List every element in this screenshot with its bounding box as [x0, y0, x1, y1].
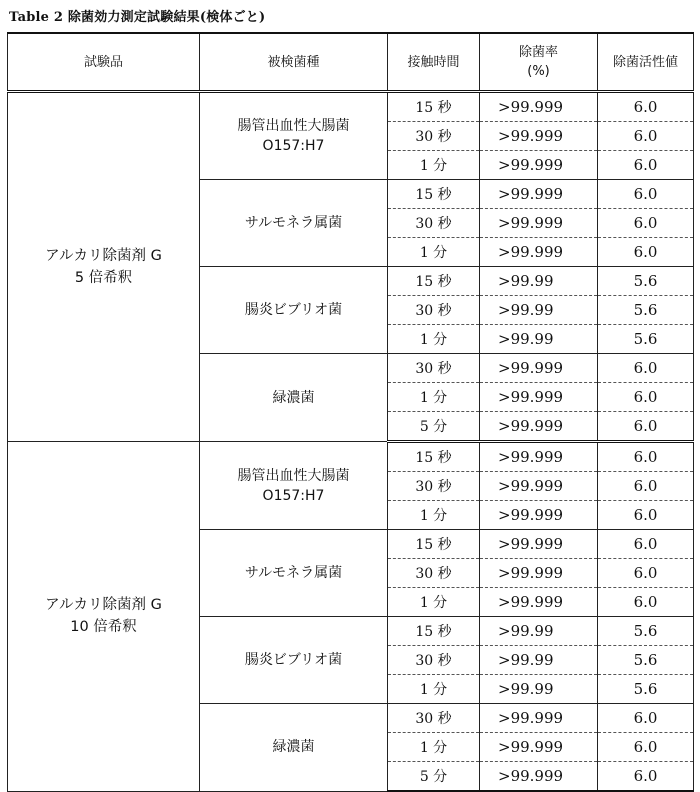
species-cell	[200, 354, 388, 442]
results-table	[7, 32, 694, 792]
removal-rate-cell: >99.99	[480, 267, 598, 296]
removal-rate-cell: >99.999	[480, 501, 598, 530]
header-species: 被検菌種	[200, 33, 388, 92]
header-rate-line2: (%)	[527, 64, 550, 79]
species-strain: O157:H7	[262, 487, 325, 504]
species-cell	[200, 180, 388, 267]
sample-dilution: 5 倍希釈	[74, 270, 133, 286]
contact-time-cell: 30 秒	[388, 646, 480, 675]
removal-rate-cell: >99.99	[480, 675, 598, 704]
contact-time-cell: 1 分	[388, 383, 480, 412]
species-name: 腸管出血性大腸菌	[237, 118, 350, 134]
activity-value-cell: 6.0	[598, 151, 694, 180]
activity-value-cell: 6.0	[598, 92, 694, 122]
contact-time-cell: 15 秒	[388, 92, 480, 122]
activity-value-cell: 5.6	[598, 325, 694, 354]
table-body	[8, 92, 694, 792]
removal-rate-cell: >99.999	[480, 588, 598, 617]
removal-rate-cell: >99.999	[480, 92, 598, 122]
removal-rate-cell: >99.999	[480, 354, 598, 383]
activity-value-cell: 6.0	[598, 501, 694, 530]
activity-value-cell: 5.6	[598, 617, 694, 646]
species-cell	[200, 617, 388, 704]
header-row	[8, 33, 694, 92]
removal-rate-cell: >99.999	[480, 412, 598, 442]
activity-value-cell: 6.0	[598, 530, 694, 559]
activity-value-cell: 5.6	[598, 675, 694, 704]
contact-time-cell: 1 分	[388, 325, 480, 354]
activity-value-cell: 6.0	[598, 704, 694, 733]
contact-time-cell: 15 秒	[388, 442, 480, 472]
species-name: サルモネラ属菌	[244, 565, 343, 581]
species-name: 腸炎ビブリオ菌	[244, 302, 343, 318]
activity-value-cell: 5.6	[598, 646, 694, 675]
species-name: 腸炎ビブリオ菌	[244, 652, 343, 668]
contact-time-cell: 1 分	[388, 151, 480, 180]
removal-rate-cell: >99.99	[480, 296, 598, 325]
sample-cell	[8, 92, 200, 442]
activity-value-cell: 6.0	[598, 762, 694, 792]
species-name: 緑濃菌	[272, 389, 315, 406]
removal-rate-cell: >99.999	[480, 383, 598, 412]
activity-value-cell: 6.0	[598, 559, 694, 588]
header-rate-line1: 除菌率	[518, 45, 558, 60]
contact-time-cell: 30 秒	[388, 704, 480, 733]
activity-value-cell: 6.0	[598, 122, 694, 151]
removal-rate-cell: >99.999	[480, 180, 598, 209]
table-caption: Table 2 除菌効力測定試験結果(検体ごと)	[9, 10, 266, 25]
activity-value-cell: 6.0	[598, 383, 694, 412]
sample-cell	[8, 442, 200, 792]
contact-time-cell: 5 分	[388, 762, 480, 792]
contact-time-cell: 30 秒	[388, 354, 480, 383]
contact-time-cell: 15 秒	[388, 530, 480, 559]
removal-rate-cell: >99.99	[480, 325, 598, 354]
species-cell	[200, 267, 388, 354]
removal-rate-cell: >99.999	[480, 530, 598, 559]
removal-rate-cell: >99.999	[480, 704, 598, 733]
contact-time-cell: 1 分	[388, 675, 480, 704]
removal-rate-cell: >99.999	[480, 733, 598, 762]
activity-value-cell: 5.6	[598, 267, 694, 296]
contact-time-cell: 1 分	[388, 733, 480, 762]
table-row	[8, 442, 694, 472]
removal-rate-cell: >99.999	[480, 209, 598, 238]
activity-value-cell: 6.0	[598, 238, 694, 267]
removal-rate-cell: >99.99	[480, 617, 598, 646]
header-rate	[480, 33, 598, 92]
contact-time-cell: 15 秒	[388, 180, 480, 209]
contact-time-cell: 30 秒	[388, 209, 480, 238]
contact-time-cell: 30 秒	[388, 296, 480, 325]
contact-time-cell: 15 秒	[388, 617, 480, 646]
species-name: サルモネラ属菌	[244, 215, 343, 231]
sample-name: アルカリ除菌剤 G	[45, 248, 162, 264]
removal-rate-cell: >99.999	[480, 151, 598, 180]
activity-value-cell: 6.0	[598, 588, 694, 617]
removal-rate-cell: >99.999	[480, 559, 598, 588]
removal-rate-cell: >99.999	[480, 762, 598, 792]
table-row	[8, 92, 694, 122]
header-sample: 試験品	[8, 33, 200, 92]
contact-time-cell: 1 分	[388, 501, 480, 530]
species-cell	[200, 530, 388, 617]
contact-time-cell: 1 分	[388, 588, 480, 617]
contact-time-cell: 15 秒	[388, 267, 480, 296]
header-activity: 除菌活性値	[598, 33, 694, 92]
species-strain: O157:H7	[262, 138, 325, 154]
removal-rate-cell: >99.99	[480, 646, 598, 675]
removal-rate-cell: >99.999	[480, 442, 598, 472]
species-cell	[200, 442, 388, 530]
removal-rate-cell: >99.999	[480, 472, 598, 501]
activity-value-cell: 6.0	[598, 412, 694, 442]
species-cell	[200, 92, 388, 180]
sample-name: アルカリ除菌剤 G	[45, 597, 162, 614]
contact-time-cell: 30 秒	[388, 472, 480, 501]
contact-time-cell: 30 秒	[388, 122, 480, 151]
contact-time-cell: 30 秒	[388, 559, 480, 588]
species-name: 腸管出血性大腸菌	[237, 467, 350, 484]
activity-value-cell: 5.6	[598, 296, 694, 325]
activity-value-cell: 6.0	[598, 354, 694, 383]
activity-value-cell: 6.0	[598, 442, 694, 472]
contact-time-cell: 1 分	[388, 238, 480, 267]
contact-time-cell: 5 分	[388, 412, 480, 442]
species-cell	[200, 704, 388, 792]
activity-value-cell: 6.0	[598, 180, 694, 209]
sample-dilution: 10 倍希釈	[70, 619, 137, 636]
activity-value-cell: 6.0	[598, 733, 694, 762]
removal-rate-cell: >99.999	[480, 238, 598, 267]
activity-value-cell: 6.0	[598, 472, 694, 501]
species-name: 緑濃菌	[272, 739, 315, 756]
removal-rate-cell: >99.999	[480, 122, 598, 151]
header-time: 接触時間	[388, 33, 480, 92]
activity-value-cell: 6.0	[598, 209, 694, 238]
